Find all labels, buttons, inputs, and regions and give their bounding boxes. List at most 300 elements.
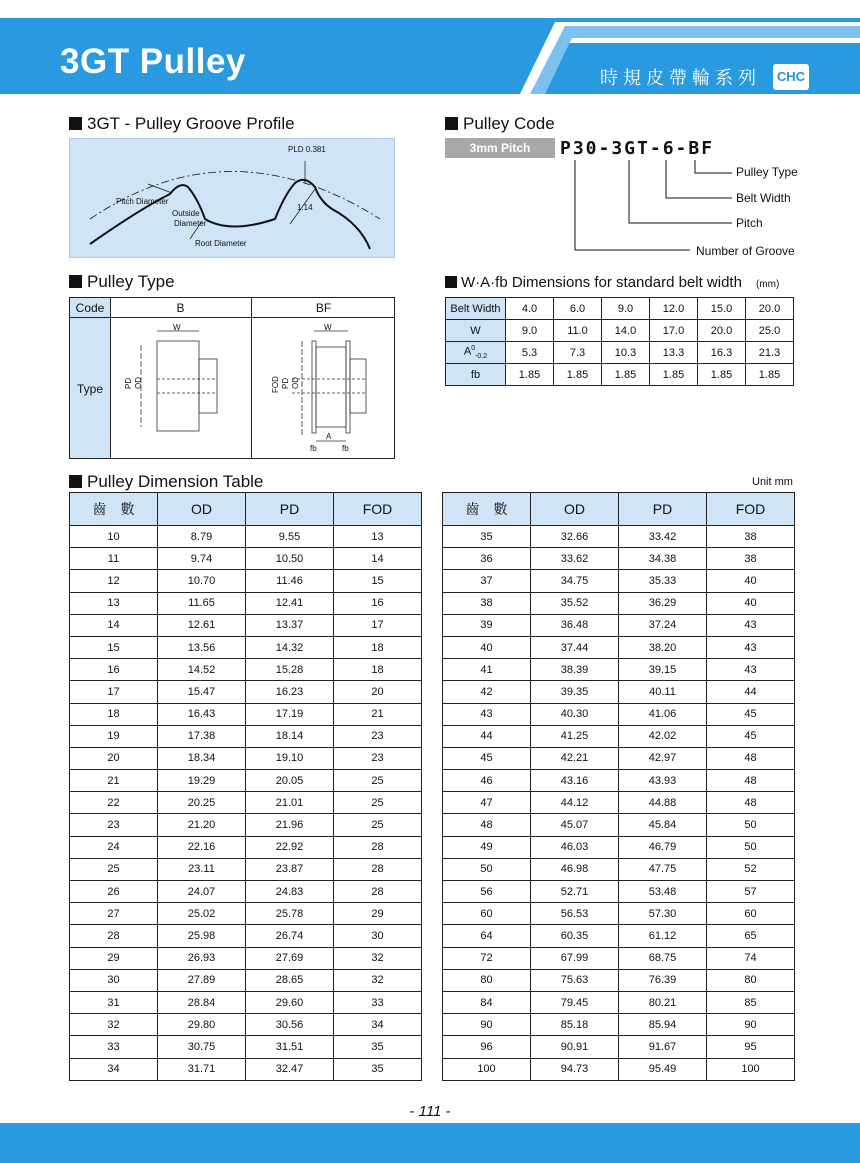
table-cell: 16.3 [698, 342, 746, 364]
table-cell: 10.3 [602, 342, 650, 364]
table-row [70, 1014, 422, 1036]
table-cell: 45 [707, 725, 795, 747]
drawing-od-label: OD [134, 377, 143, 389]
table-cell: 52 [707, 858, 795, 880]
table-row [443, 725, 795, 747]
table-cell: 46.79 [619, 836, 707, 858]
table-cell: 42.21 [531, 747, 619, 769]
table-cell: 76.39 [619, 969, 707, 991]
table-row [446, 320, 794, 342]
code-header: Code [75, 301, 105, 315]
table-cell: 16 [70, 659, 158, 681]
table-cell: 11 [70, 548, 158, 570]
table-row [443, 925, 795, 947]
table-cell: 41.06 [619, 703, 707, 725]
table-row [70, 526, 422, 548]
table-row [70, 747, 422, 769]
table-cell: 21.20 [158, 814, 246, 836]
page-title: 3GT Pulley [60, 42, 246, 81]
table-cell: 94.73 [531, 1058, 619, 1080]
table-cell: 61.12 [619, 925, 707, 947]
bullet-square-icon [445, 117, 458, 130]
table-cell: 33 [70, 1036, 158, 1058]
table-cell: 28.65 [246, 969, 334, 991]
table-cell: 9.55 [246, 526, 334, 548]
table-cell: 34.38 [619, 548, 707, 570]
table-row [70, 858, 422, 880]
table-cell: 21 [70, 770, 158, 792]
table-cell: 5.3 [506, 342, 554, 364]
table-cell: 72 [443, 947, 531, 969]
root-diameter-label: Root Diameter [195, 239, 247, 248]
table-cell: 96 [443, 1036, 531, 1058]
series-title: 時規皮帶輪系列 [600, 68, 761, 89]
table-cell: 46 [443, 770, 531, 792]
table-cell: 12.0 [650, 298, 698, 320]
table-cell: $A^0_{-0.2}$ [446, 342, 506, 364]
table-row [446, 364, 794, 386]
table-cell: 56 [443, 881, 531, 903]
table-cell: 21 [334, 703, 422, 725]
table-cell: 41.25 [531, 725, 619, 747]
table-cell: 14.0 [602, 320, 650, 342]
table-cell: 42 [443, 681, 531, 703]
waf-unit: (mm) [755, 279, 780, 290]
table-cell: 43 [443, 703, 531, 725]
table-row [443, 1014, 795, 1036]
drawing-a-label: A [326, 432, 332, 441]
table-row [443, 681, 795, 703]
code-label-pitch: Pitch [736, 216, 763, 230]
table-row [443, 1058, 795, 1080]
table-cell: 38.39 [531, 659, 619, 681]
table-cell: 14 [334, 548, 422, 570]
table-cell: 46.03 [531, 836, 619, 858]
table-row [70, 836, 422, 858]
groove-section-title: 3GT - Pulley Groove Profile [69, 114, 295, 134]
table-row [70, 1036, 422, 1058]
od-header: OD [531, 493, 619, 526]
waf-section-title: W·A·fb Dimensions for standard belt width (mm) [445, 274, 779, 291]
table-cell: 24.07 [158, 881, 246, 903]
table-cell: Belt Width [446, 298, 506, 320]
table-row [70, 947, 422, 969]
table-cell: 10.70 [158, 570, 246, 592]
table-cell: 24.83 [246, 881, 334, 903]
table-cell: 38.20 [619, 636, 707, 658]
table-cell: 35 [443, 526, 531, 548]
table-cell: 42.97 [619, 747, 707, 769]
table-row [70, 703, 422, 725]
table-cell: 65 [707, 925, 795, 947]
table-cell: 1.85 [650, 364, 698, 386]
table-cell: 41 [443, 659, 531, 681]
table-cell: 34 [70, 1058, 158, 1080]
table-cell: 100 [707, 1058, 795, 1080]
table-cell: 27 [70, 903, 158, 925]
table-cell: 10 [70, 526, 158, 548]
table-cell: 44.88 [619, 792, 707, 814]
table-cell: 11.46 [246, 570, 334, 592]
table-cell: 25 [70, 858, 158, 880]
table-cell: 43 [707, 636, 795, 658]
table-row [70, 659, 422, 681]
table-cell: 39.15 [619, 659, 707, 681]
table-cell: 20.0 [698, 320, 746, 342]
table-cell: 23 [334, 725, 422, 747]
table-cell: 22.16 [158, 836, 246, 858]
table-row [70, 725, 422, 747]
table-cell: 1.85 [554, 364, 602, 386]
pd-header: PD [246, 493, 334, 526]
drawing-w-label: W [324, 323, 332, 332]
table-cell: 10.50 [246, 548, 334, 570]
table-cell: 85 [707, 991, 795, 1013]
table-cell: 30 [334, 925, 422, 947]
table-cell: 52.71 [531, 881, 619, 903]
table-row [443, 1036, 795, 1058]
unit-label: Unit mm [752, 476, 793, 488]
drawing-pd-label: PD [124, 377, 133, 389]
table-cell: 53.48 [619, 881, 707, 903]
type-b-header: B [176, 301, 185, 315]
table-cell: 16.43 [158, 703, 246, 725]
drawing-fod-label: FOD [271, 376, 280, 393]
table-cell: 27.89 [158, 969, 246, 991]
table-cell: 28 [334, 881, 422, 903]
table-cell: 68.75 [619, 947, 707, 969]
table-cell: 40.11 [619, 681, 707, 703]
table-cell: 50 [707, 836, 795, 858]
table-cell: 48 [707, 792, 795, 814]
table-row [70, 991, 422, 1013]
drawing-w-label: W [173, 323, 181, 332]
table-cell: 9.0 [506, 320, 554, 342]
pld-label: PLD 0.381 [288, 145, 326, 154]
table-cell: 37 [443, 570, 531, 592]
table-cell: 29.80 [158, 1014, 246, 1036]
table-row [443, 526, 795, 548]
fod-header: FOD [707, 493, 795, 526]
table-cell: 12.41 [246, 592, 334, 614]
table-cell: 38 [707, 526, 795, 548]
drawing-od-label: OD [291, 377, 300, 389]
table-row [70, 570, 422, 592]
table-cell: 31.71 [158, 1058, 246, 1080]
table-cell: 31 [70, 991, 158, 1013]
table-cell: 90 [707, 1014, 795, 1036]
table-cell: 11.0 [554, 320, 602, 342]
table-row [443, 548, 795, 570]
code-label-width: Belt Width [736, 191, 791, 205]
table-cell: 13.3 [650, 342, 698, 364]
tolerance-lower: -0.2 [475, 352, 488, 360]
table-cell: 39 [443, 614, 531, 636]
table-cell: 32.47 [246, 1058, 334, 1080]
table-cell: 60 [443, 903, 531, 925]
table-row [443, 969, 795, 991]
table-row [70, 592, 422, 614]
table-cell: 17.19 [246, 703, 334, 725]
table-cell: 11.65 [158, 592, 246, 614]
table-cell: 25.02 [158, 903, 246, 925]
table-cell: 50 [707, 814, 795, 836]
table-cell: 18 [334, 659, 422, 681]
code-label-type: Pulley Type [736, 165, 798, 179]
table-cell: 27.69 [246, 947, 334, 969]
table-cell: 28 [334, 858, 422, 880]
table-cell: 18 [70, 703, 158, 725]
table-cell: 85.94 [619, 1014, 707, 1036]
table-cell: 30.56 [246, 1014, 334, 1036]
table-row [443, 614, 795, 636]
table-row [443, 703, 795, 725]
table-cell: 36.48 [531, 614, 619, 636]
table-cell: 14 [70, 614, 158, 636]
table-cell: 29 [334, 903, 422, 925]
table-cell: 37.44 [531, 636, 619, 658]
table-row [70, 925, 422, 947]
table-cell: 19.29 [158, 770, 246, 792]
table-cell: 8.79 [158, 526, 246, 548]
table-cell: 36 [443, 548, 531, 570]
table-cell: 43 [707, 659, 795, 681]
table-cell: 43.93 [619, 770, 707, 792]
table-cell: 57.30 [619, 903, 707, 925]
table-cell: 25.0 [746, 320, 794, 342]
table-cell: 17.38 [158, 725, 246, 747]
table-cell: 39.35 [531, 681, 619, 703]
table-cell: 16 [334, 592, 422, 614]
table-cell: 60 [707, 903, 795, 925]
waf-table [445, 297, 794, 386]
table-cell: 100 [443, 1058, 531, 1080]
table-row [443, 991, 795, 1013]
table-cell: 90 [443, 1014, 531, 1036]
table-cell: 13 [334, 526, 422, 548]
table-row [443, 636, 795, 658]
outside-label: Outside [172, 209, 200, 218]
table-cell: W [446, 320, 506, 342]
table-cell: 17 [70, 681, 158, 703]
table-cell: 28.84 [158, 991, 246, 1013]
table-cell: 45.07 [531, 814, 619, 836]
type-bf-header: BF [315, 301, 332, 315]
table-cell: 44 [443, 725, 531, 747]
table-cell: 32 [334, 969, 422, 991]
table-cell: 20.0 [746, 298, 794, 320]
table-row [70, 814, 422, 836]
ptype-section-title: Pulley Type [69, 272, 175, 292]
table-cell: 84 [443, 991, 531, 1013]
table-row [443, 903, 795, 925]
outside-diameter-label: Diameter [174, 219, 207, 228]
table-cell: 14.52 [158, 659, 246, 681]
table-cell: 67.99 [531, 947, 619, 969]
table-row [70, 548, 422, 570]
drawing-pd-label: PD [281, 377, 290, 389]
table-cell: 20 [334, 681, 422, 703]
groove-profile-diagram [69, 138, 395, 258]
table-cell: 19.10 [246, 747, 334, 769]
table-cell: 1.85 [698, 364, 746, 386]
table-cell: 9.0 [602, 298, 650, 320]
table-cell: 15.0 [698, 298, 746, 320]
table-cell: 31.51 [246, 1036, 334, 1058]
table-row [70, 792, 422, 814]
table-cell: 1.85 [746, 364, 794, 386]
dimension-table-left [69, 492, 422, 1081]
dimension-table-right [442, 492, 795, 1081]
table-cell: 20.25 [158, 792, 246, 814]
table-cell: 46.98 [531, 858, 619, 880]
table-cell: 40 [707, 570, 795, 592]
bullet-square-icon [69, 117, 82, 130]
bullet-square-icon [445, 276, 457, 288]
table-row [70, 770, 422, 792]
fod-header: FOD [334, 493, 422, 526]
depth-label: 1.14 [297, 203, 313, 212]
pitch-diameter-label: Pitch Diameter [116, 197, 169, 206]
table-row [70, 636, 422, 658]
table-cell: 22 [70, 792, 158, 814]
table-cell: 28 [334, 836, 422, 858]
table-cell: 23 [334, 747, 422, 769]
table-cell: 34 [334, 1014, 422, 1036]
table-cell: 45 [707, 703, 795, 725]
table-cell: 13.56 [158, 636, 246, 658]
table-cell: 19 [70, 725, 158, 747]
table-cell: 25 [334, 792, 422, 814]
table-cell: 15.47 [158, 681, 246, 703]
type-b-drawing [111, 319, 251, 459]
table-cell: 47 [443, 792, 531, 814]
table-cell: 15 [334, 570, 422, 592]
table-cell: 37.24 [619, 614, 707, 636]
table-cell: 79.45 [531, 991, 619, 1013]
teeth-header: 齒 數 [70, 493, 158, 526]
table-cell: 35.52 [531, 592, 619, 614]
table-cell: 38 [443, 592, 531, 614]
table-cell: 26.93 [158, 947, 246, 969]
table-cell: 13.37 [246, 614, 334, 636]
table-row [70, 969, 422, 991]
table-cell: 23.87 [246, 858, 334, 880]
table-row [443, 814, 795, 836]
table-cell: 60.35 [531, 925, 619, 947]
bullet-square-icon [69, 475, 82, 488]
table-cell: 80 [443, 969, 531, 991]
table-cell: 13 [70, 592, 158, 614]
table-cell: 12.61 [158, 614, 246, 636]
table-row [443, 881, 795, 903]
code-leader-lines [560, 158, 760, 258]
table-row [70, 1058, 422, 1080]
table-cell: 95.49 [619, 1058, 707, 1080]
table-cell: 15 [70, 636, 158, 658]
table-row [446, 298, 794, 320]
pd-header: PD [619, 493, 707, 526]
table-cell: 95 [707, 1036, 795, 1058]
table-cell: 43 [707, 614, 795, 636]
table-cell: 21.01 [246, 792, 334, 814]
table-cell: 40.30 [531, 703, 619, 725]
code-section-title: Pulley Code [445, 114, 555, 134]
table-cell: 9.74 [158, 548, 246, 570]
table-cell: 44 [707, 681, 795, 703]
pitch-tag: 3mm Pitch [445, 138, 555, 158]
table-cell: 45.84 [619, 814, 707, 836]
table-row [443, 836, 795, 858]
table-cell: 23 [70, 814, 158, 836]
table-cell: 4.0 [506, 298, 554, 320]
table-cell: 35 [334, 1036, 422, 1058]
table-cell: 25.78 [246, 903, 334, 925]
table-cell: 26.74 [246, 925, 334, 947]
table-cell: 48 [707, 770, 795, 792]
table-cell: 20 [70, 747, 158, 769]
table-cell: 18.34 [158, 747, 246, 769]
table-cell: 50 [443, 858, 531, 880]
table-cell: 47.75 [619, 858, 707, 880]
brand-logo: CHC [773, 64, 809, 90]
table-cell: 35 [334, 1058, 422, 1080]
code-label-grooves: Number of Groove [696, 244, 795, 258]
table-cell: 30 [70, 969, 158, 991]
table-cell: 34.75 [531, 570, 619, 592]
table-cell: 85.18 [531, 1014, 619, 1036]
table-cell: 14.32 [246, 636, 334, 658]
table-cell: 26 [70, 881, 158, 903]
table-cell: 20.05 [246, 770, 334, 792]
table-cell: 38 [707, 548, 795, 570]
table-cell: 42.02 [619, 725, 707, 747]
table-cell: 24 [70, 836, 158, 858]
table-cell: 80.21 [619, 991, 707, 1013]
table-cell: 32 [334, 947, 422, 969]
table-cell: 32.66 [531, 526, 619, 548]
bullet-square-icon [69, 275, 82, 288]
tolerance-upper: 0 [471, 345, 476, 353]
table-cell: 32 [70, 1014, 158, 1036]
table-cell: 17 [334, 614, 422, 636]
pulley-code: P30-3GT-6-BF [560, 138, 715, 159]
table-cell: 21.96 [246, 814, 334, 836]
table-cell: 25 [334, 814, 422, 836]
table-row [443, 858, 795, 880]
table-cell: 40 [707, 592, 795, 614]
table-cell: 1.85 [506, 364, 554, 386]
table-cell: 74 [707, 947, 795, 969]
table-cell: 29 [70, 947, 158, 969]
table-cell: 33 [334, 991, 422, 1013]
table-row [443, 747, 795, 769]
table-cell: 18.14 [246, 725, 334, 747]
table-cell: 25 [334, 770, 422, 792]
table-cell: 48 [443, 814, 531, 836]
table-row [443, 570, 795, 592]
table-cell: fb [446, 364, 506, 386]
table-cell: 44.12 [531, 792, 619, 814]
od-header: OD [158, 493, 246, 526]
table-row [70, 614, 422, 636]
table-cell: 16.23 [246, 681, 334, 703]
table-cell: 29.60 [246, 991, 334, 1013]
drawing-fb-left-label: fb [310, 444, 317, 453]
pulley-type-table [69, 297, 395, 459]
teeth-header: 齒 數 [443, 493, 531, 526]
table-row [446, 342, 794, 364]
